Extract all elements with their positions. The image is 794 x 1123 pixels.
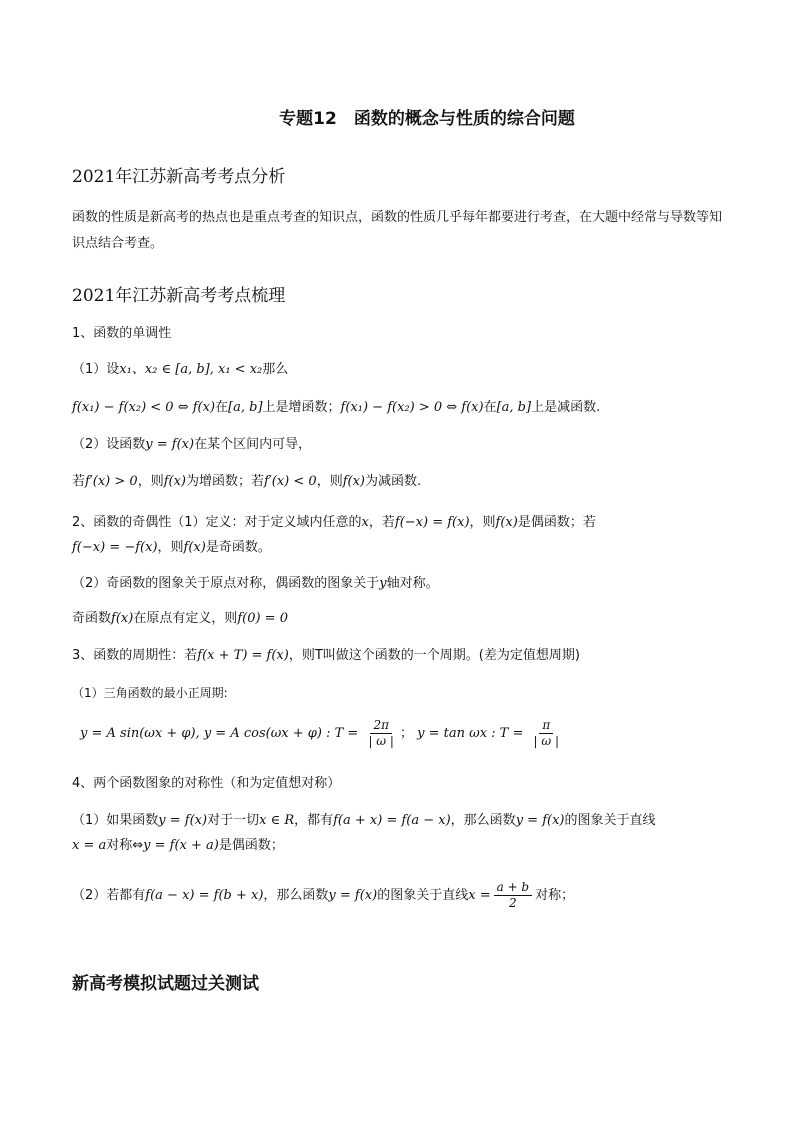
text-span: ，都有 [294, 813, 334, 828]
text-span: 在 [483, 400, 497, 415]
text-span: 是奇函数。 [205, 540, 271, 555]
parity-line-1 [72, 511, 596, 535]
math-span: f(−x) = −f(x) [72, 540, 158, 555]
math-span: f(x) [183, 540, 206, 555]
text-span: 奇函数 [72, 611, 112, 626]
math-span: f(x) [495, 515, 518, 530]
text-span: ，则 [137, 474, 164, 489]
math-span: x = a [72, 838, 107, 853]
math-span: x = [468, 888, 491, 903]
fraction-numerator: π [539, 718, 553, 734]
fraction-numerator: a + b [494, 880, 533, 896]
text-span: ，则 [316, 474, 343, 489]
text-span: ，则 [157, 540, 184, 555]
symmetry-heading: 4、两个函数图象的对称性（和为定值想对称） [72, 776, 341, 791]
math-span: f(−x) = f(x) [394, 515, 470, 530]
text-span: （2）设函数 [72, 437, 146, 452]
text-span: 对于一切 [207, 813, 260, 828]
text-span: 为增函数；若 [186, 474, 265, 489]
math-span: f(a + x) = f(a − x) [333, 813, 451, 828]
math-span: f(a − x) = f(b + x) [145, 888, 264, 903]
fraction-numerator: 2π [370, 718, 392, 734]
text-span: （2）奇函数的图象关于原点对称，偶函数的图象关于 [72, 576, 380, 591]
monotonicity-line-4 [72, 470, 421, 494]
math-span: x₁、x₂ ∈ [a, b], x₁ < x₂ [119, 362, 263, 377]
text-span: 是偶函数；若 [517, 515, 596, 530]
parity-line-3 [72, 572, 439, 596]
section-heading-practice: 新高考模拟试题过关测试 [72, 974, 259, 994]
section-heading-review: 2021年江苏新高考考点梳理 [72, 286, 286, 306]
text-span: 为减函数. [365, 474, 422, 489]
math-span: y = f(x) [158, 813, 208, 828]
math-span: y = A sin(ωx + φ), y = A cos(ωx + φ) : T = [80, 726, 359, 741]
text-span: 在原点有定义，则 [133, 611, 238, 626]
fraction-denominator: | ω | [368, 734, 394, 748]
text-span: 上是减函数. [531, 400, 601, 415]
text-span: 2、函数的奇偶性（1）定义：对于定义域内任意的 [72, 515, 362, 530]
section-heading-analysis: 2021年江苏新高考考点分析 [72, 167, 286, 187]
monotonicity-line-2 [72, 396, 600, 420]
math-span: f(x) [111, 611, 134, 626]
text-span: 对称； [535, 888, 575, 903]
math-span: y [379, 576, 387, 591]
text-span: 在某个区间内可导， [194, 437, 312, 452]
monotonicity-line-1 [72, 358, 288, 382]
math-span: y = f(x) [145, 437, 195, 452]
text-span: （1）如果函数 [72, 813, 159, 828]
math-span: f(x₁) − f(x₂) > 0 ⇔ f(x) [340, 400, 484, 415]
math-span: [a, b] [228, 400, 263, 415]
text-span: ，若 [368, 515, 395, 530]
symmetry-line-1 [72, 809, 656, 833]
math-span: f(x₁) − f(x₂) < 0 ⇔ f(x) [72, 400, 216, 415]
symmetry-line-2 [72, 834, 284, 858]
text-span: ，则 [469, 515, 496, 530]
parity-line-2 [72, 536, 271, 560]
text-span: （1）设 [72, 362, 120, 377]
math-span: y = tan ωx : T = [417, 726, 524, 741]
fraction [531, 718, 563, 749]
text-span: （2）若都有 [72, 888, 146, 903]
math-span: f′(x) < 0 [264, 474, 317, 489]
math-span: f(x) [342, 474, 365, 489]
text-span: ，那么函数 [450, 813, 516, 828]
periodicity-line-1 [72, 644, 580, 668]
fraction [494, 880, 533, 911]
periodicity-line-2: （1）三角函数的最小正周期: [72, 686, 228, 700]
math-span: f′(x) > 0 [85, 474, 138, 489]
text-span: 3、函数的周期性：若 [72, 648, 198, 663]
math-span: f(x + T) = f(x) [197, 648, 289, 663]
math-span: f(x) [163, 474, 186, 489]
math-span: x [361, 515, 369, 530]
text-span: ，则T叫做这个函数的一个周期。(差为定值想周期) [288, 648, 580, 663]
analysis-paragraph: 函数的性质是新高考的热点也是重点考查的知识点，函数的性质几乎每年都要进行考查，在大题中经常与导数等知识点结合考查。 [72, 210, 723, 251]
math-span: f(0) = 0 [237, 611, 288, 626]
text-span: 若 [72, 474, 86, 489]
parity-line-4 [72, 607, 288, 631]
fraction-denominator: 2 [509, 896, 517, 910]
text-span: ； [399, 726, 413, 741]
page-title: 专题12 函数的概念与性质的综合问题 [279, 109, 575, 129]
text-span: ，那么函数 [263, 888, 329, 903]
text-span: 上是增函数； [262, 400, 341, 415]
text-span: 对称⇔ [106, 838, 144, 853]
periodicity-formula [80, 718, 565, 749]
monotonicity-heading: 1、函数的单调性 [72, 326, 172, 341]
text-span: 的图象关于直线 [377, 888, 469, 903]
symmetry-line-3 [72, 880, 574, 911]
text-span: 的图象关于直线 [564, 813, 656, 828]
text-span: 那么 [262, 362, 289, 377]
math-span: y = f(x + a) [143, 838, 219, 853]
math-span: [a, b] [496, 400, 532, 415]
math-span: y = f(x) [515, 813, 565, 828]
text-span: 轴对称。 [386, 576, 439, 591]
math-span: x ∈ R [259, 813, 295, 828]
math-span: y = f(x) [328, 888, 378, 903]
monotonicity-line-3 [72, 433, 311, 457]
fraction [365, 718, 397, 749]
fraction-denominator: | ω | [533, 734, 560, 748]
text-span: 是偶函数； [218, 838, 284, 853]
text-span: 在 [215, 400, 229, 415]
